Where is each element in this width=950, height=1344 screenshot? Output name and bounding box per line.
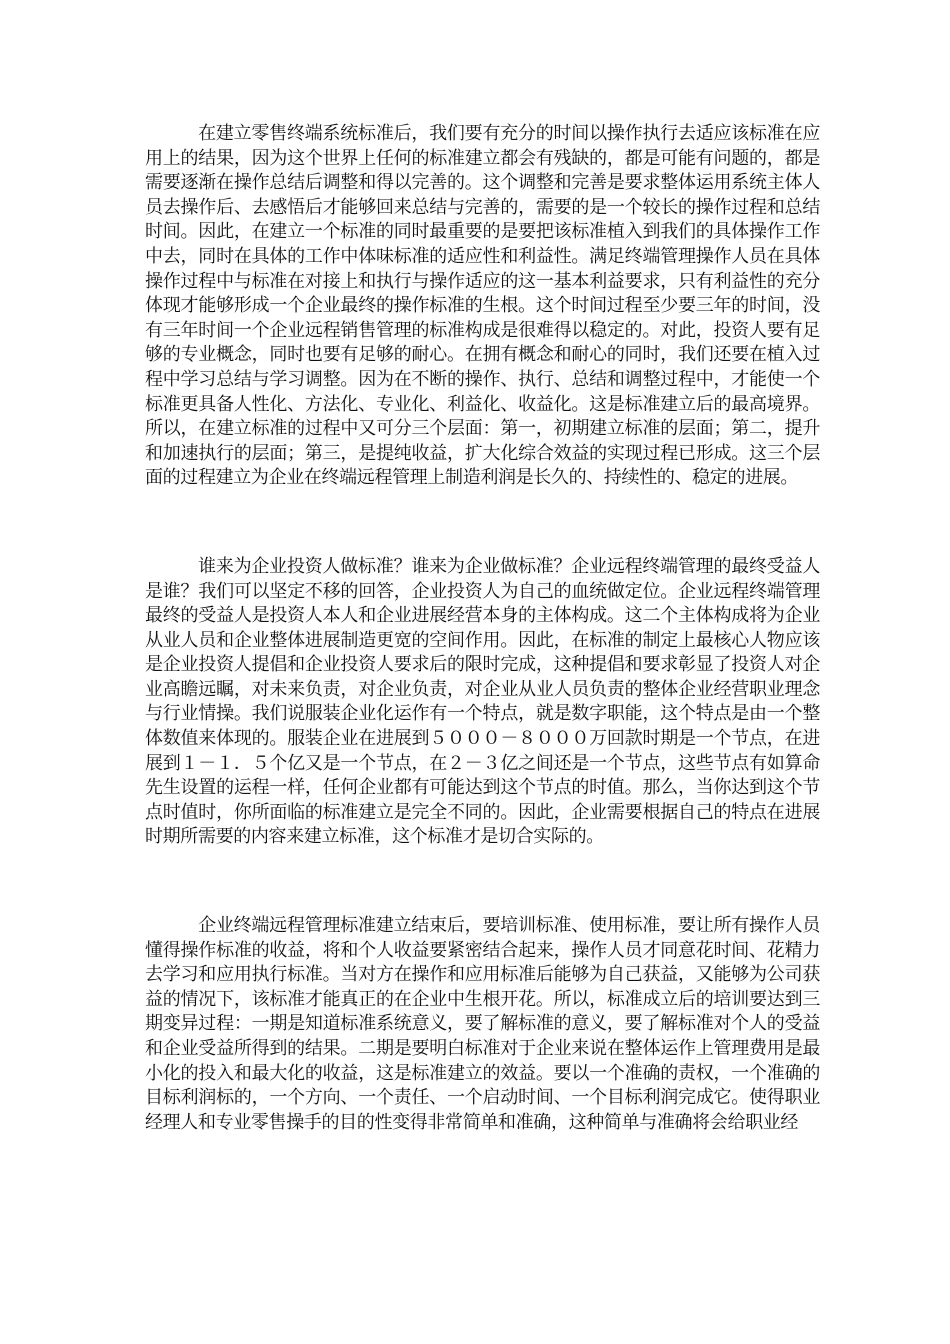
document-body xyxy=(145,122,820,1135)
paragraph-who-makes-standard: 谁来为企业投资人做标准？谁来为企业做标准？企业远程终端管理的最终受益人是谁？我们可以坚定不移的回答，企业投资人为自己的血统做定位。企业远程终端管理最终的受益人是投资人本人和企业进展经营本身的主体构成。这二个主体构成将为企业从业人员和企业整体进展制造更宽的空间作用。因此，在标准的制定上最核心人物应该是企业投资人提倡和企业投资人要求后的限时完成，这种提倡和要求彰显了投资人对企业高瞻远瞩，对未来负责，对企业负责，对企业从业人员负责的整体企业经营职业理念与行业情操。我们说服装企业化运作有一个特点，就是数字职能，这个特点是由一个整体数值来体现的。服装企业在进展到５０００－８０００万回款时期是一个节点，在进展到１－１．５个亿又是一个节点，在２－３亿之间还是一个节点，这些节点有如算命先生设置的运程一样，任何企业都有可能达到这个节点的时值。那么，当你达到这个节点时值时，你所面临的标准建立是完全不同的。因此，企业需要根据自己的特点在进展时期所需要的内容来建立标准，这个标准才是切合实际的。 xyxy=(145,555,820,848)
paragraph-standard-implementation: 在建立零售终端系统标准后，我们要有充分的时间以操作执行去适应该标准在应用上的结果，因为这个世界上任何的标准建立都会有残缺的，都是可能有问题的，都是需要逐渐在操作总结后调整和得以完善的。这个调整和完善是要求整体运用系统主体人员去操作后、去感悟后才能够回来总结与完善的，需要的是一个较长的操作过程和总结时间。因此，在建立一个标准的同时最重要的是要把该标准植入到我们的具体操作工作中去，同时在具体的工作中体味标准的适应性和利益性。满足终端管理操作人员在具体操作过程中与标准在对接上和执行与操作适应的这一基本利益要求，只有利益性的充分体现才能够形成一个企业最终的操作标准的生根。这个时间过程至少要三年的时间，没有三年时间一个企业远程销售管理的标准构成是很难得以稳定的。对此，投资人要有足够的专业概念，同时也要有足够的耐心。在拥有概念和耐心的同时，我们还要在植入过程中学习总结与学习调整。因为在不断的操作、执行、总结和调整过程中，才能使一个标准更具备人性化、方法化、专业化、利益化、收益化。这是标准建立后的最高境界。所以，在建立标准的过程中又可分三个层面：第一，初期建立标准的层面；第二，提升和加速执行的层面；第三，是提纯收益，扩大化综合效益的实现过程已形成。这三个层面的过程建立为企业在终端远程管理上制造利润是长久的、持续性的、稳定的进展。 xyxy=(145,123,820,489)
paragraph-standard-training: 企业终端远程管理标准建立结束后，要培训标准、使用标准，要让所有操作人员懂得操作标准的收益，将和个人收益要紧密结合起来，操作人员才同意花时间、花精力去学习和应用执行标准。当对方在操作和应用标准后能够为自己获益，又能够为公司获益的情况下，该标准才能真正的在企业中生根开花。所以，标准成立后的培训要达到三期变异过程：一期是知道标准系统意义，要了解标准的意义，要了解标准对个人的受益和企业受益所得到的结果。二期是要明白标准对于企业来说在整体运作上管理费用是最小化的投入和最大化的收益，这是标准建立的效益。要以一个准确的责权，一个准确的目标利润标的，一个方向、一个责任、一个启动时间、一个目标利润完成它。使得职业经理人和专业零售操手的目的性变得非常简单和准确，这种简单与准确将会给职业经 xyxy=(145,915,820,1133)
